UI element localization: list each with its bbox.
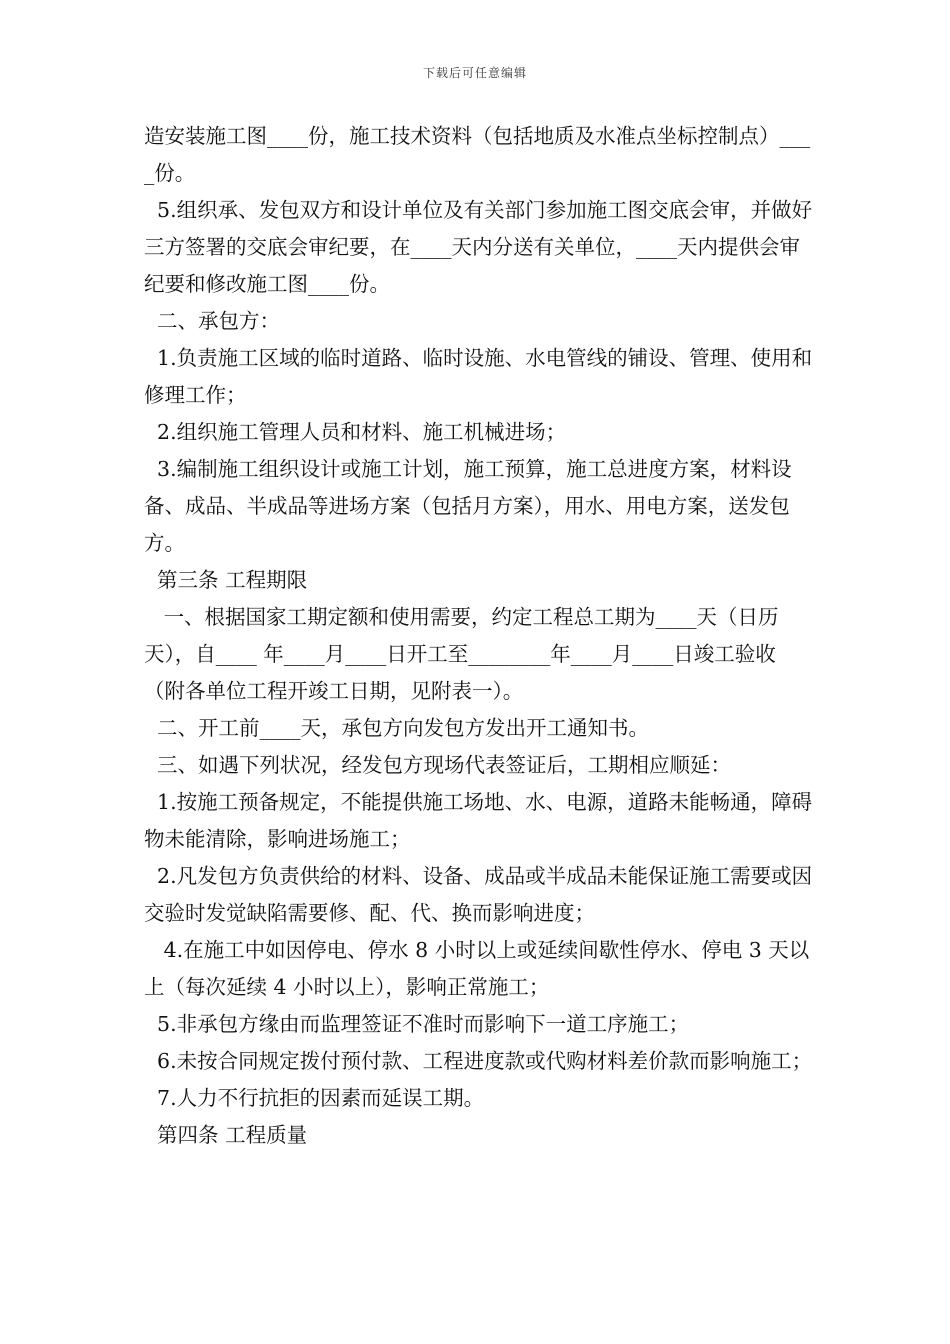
paragraph: 2.凡发包方负责供给的材料、设备、成品或半成品未能保证施工需要或因交验时发觉缺陷需要修、配、代、换而影响进度； xyxy=(144,864,813,925)
paragraph: 一、根据国家工期定额和使用需要，约定工程总工期为____天（日历天），自____ 年____月____日开工至________年____月____日竣工验收（附各单位工程开竣工日期，见附表一）。 xyxy=(144,605,779,703)
paragraph: 造安装施工图____份，施工技术资料（包括地质及水准点坐标控制点）____份。 xyxy=(144,124,811,185)
paragraph: 4.在施工中如因停电、停水 8 小时以上或延续间歇性停水、停电 3 天以上（每次延续 4 小时以上），影响正常施工； xyxy=(144,938,810,999)
paragraph: 6.未按合同规定拨付预付款、工程进度款或代购材料差价款而影响施工； xyxy=(144,1049,813,1073)
section-heading: 第三条 工程期限 xyxy=(144,568,308,592)
paragraph: 7.人力不行抗拒的因素而延误工期。 xyxy=(144,1086,485,1110)
document-body xyxy=(144,118,814,1154)
paragraph: 5.非承包方缘由而监理签证不准时而影响下一道工序施工； xyxy=(144,1012,690,1036)
paragraph: 5.组织承、发包双方和设计单位及有关部门参加施工图交底会审，并做好三方签署的交底会审纪要，在____天内分送有关单位，____天内提供会审纪要和修改施工图____份。 xyxy=(144,198,813,296)
paragraph: 1.负责施工区域的临时道路、临时设施、水电管线的铺设、管理、使用和修理工作； xyxy=(144,346,813,407)
paragraph: 2.组织施工管理人员和材料、施工机械进场； xyxy=(144,420,567,444)
paragraph: 二、承包方： xyxy=(144,309,281,333)
paragraph: 三、如遇下列状况，经发包方现场代表签证后，工期相应顺延： xyxy=(144,753,732,777)
page-header: 下载后可任意编辑 xyxy=(422,66,527,80)
paragraph: 3.编制施工组织设计或施工计划，施工预算，施工总进度方案，材料设备、成品、半成品等进场方案（包括月方案），用水、用电方案，送发包方。 xyxy=(144,457,792,555)
paragraph: 1.按施工预备规定，不能提供施工场地、水、电源，道路未能畅通，障碍物未能清除，影响进场施工； xyxy=(144,790,813,851)
paragraph: 二、开工前____天，承包方向发包方发出开工通知书。 xyxy=(144,716,650,740)
section-heading: 第四条 工程质量 xyxy=(144,1123,308,1147)
